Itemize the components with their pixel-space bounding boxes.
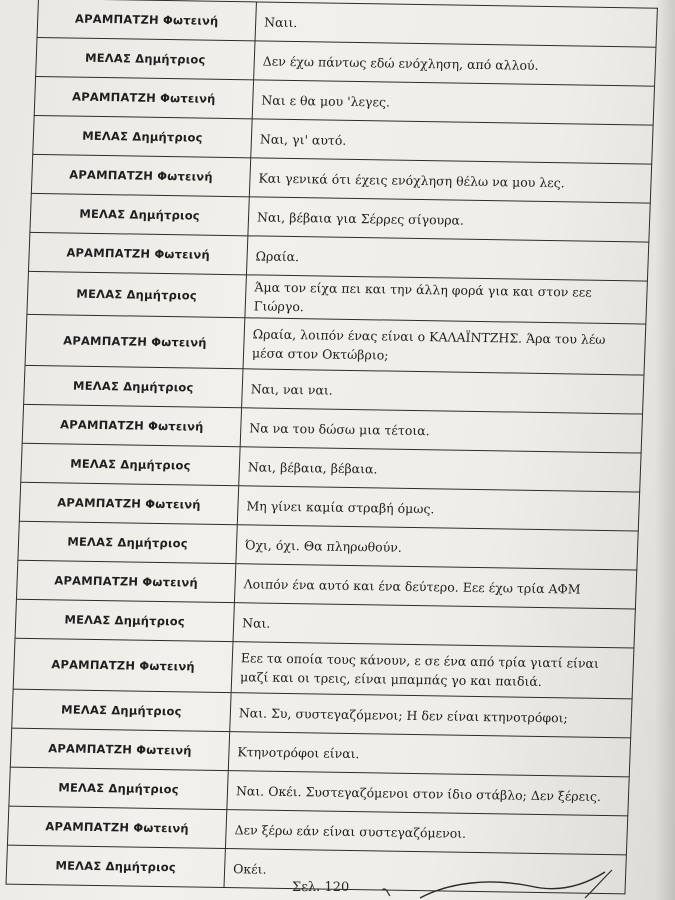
- utterance-text: Ναι, βέβαια, βέβαια.: [239, 447, 641, 492]
- speaker-name: ΑΡΑΜΠΑΤΖΗ Φωτεινή: [22, 404, 241, 446]
- speaker-name: ΑΡΑΜΠΑΤΖΗ Φωτεινή: [31, 154, 250, 196]
- speaker-name: ΑΡΑΜΠΑΤΖΗ Φωτεινή: [25, 314, 245, 368]
- utterance-text: Λοιπόν ένα αυτό και ένα δεύτερο. Εεε έχω τρία ΑΦΜ: [234, 564, 636, 609]
- utterance-text: Ναι.: [233, 603, 635, 648]
- speaker-name: ΜΕΛΑΣ Δημήτριος: [30, 193, 249, 235]
- speaker-name: ΜΕΛΑΣ Δημήτριος: [36, 37, 255, 79]
- pen-scribble-mark: [380, 868, 620, 900]
- speaker-name: ΜΕΛΑΣ Δημήτριος: [27, 271, 247, 317]
- utterance-text: Άμα τον είχα πει και την άλλη φορά για και στον εεε Γιώργο.: [245, 275, 648, 324]
- utterance-text: Ωραία, λοιπόν ένας είναι ο ΚΑΛΑΪΝΤΖΗΣ. Άρα του λέω μέσα στον Οκτώβριο;: [243, 318, 646, 375]
- utterance-text: Δεν ξέρω εάν είναι συστεγαζόμενοι.: [225, 810, 627, 855]
- speaker-name: ΜΕΛΑΣ Δημήτριος: [33, 115, 252, 157]
- utterance-text: Οκέι.: [224, 849, 626, 894]
- speaker-name: ΑΡΑΜΠΑΤΖΗ Φωτεινή: [16, 560, 235, 602]
- speaker-name: ΑΡΑΜΠΑΤΖΗ Φωτεινή: [19, 482, 238, 524]
- speaker-name: ΜΕΛΑΣ Δημήτριος: [6, 845, 225, 887]
- page-edge-shadow: [655, 0, 675, 900]
- utterance-text: Ναι, γι' αυτό.: [251, 119, 653, 164]
- speaker-name: ΑΡΑΜΠΑΤΖΗ Φωτεινή: [13, 638, 233, 692]
- utterance-text: Ναιι.: [255, 2, 657, 47]
- page-number: Σελ. 120: [292, 880, 350, 895]
- utterance-text: Κτηνοτρόφοι είναι.: [228, 732, 630, 777]
- speaker-name: ΜΕΛΑΣ Δημήτριος: [21, 443, 240, 485]
- utterance-text: Μη γίνει καμία στραβή όμως.: [237, 486, 639, 531]
- utterance-text: Δεν έχω πάντως εδώ ενόχληση, από αλλού.: [254, 41, 656, 86]
- utterance-text: Ναι. Συ, συστεγαζόμενοι; Η δεν είναι κτηνοτρόφοι;: [230, 693, 632, 738]
- utterance-text: Ναι. Οκέι. Συστεγαζόμενοι στον ίδιο στάβλο; Δεν ξέρεις.: [227, 771, 629, 816]
- utterance-text: Ναι ε θα μου 'λεγες.: [252, 80, 654, 125]
- speaker-name: ΜΕΛΑΣ Δημήτριος: [18, 521, 237, 563]
- utterance-text: Να να του δώσω μια τέτοια.: [240, 408, 642, 453]
- utterance-text: Εεε τα οποία τους κάνουν, ε σε ένα από τρία γιατί είναι μαζί και οι τρεις, είναι μπαμπάς γο και παιδιά.: [231, 642, 634, 699]
- speaker-name: ΑΡΑΜΠΑΤΖΗ Φωτεινή: [28, 232, 247, 274]
- speaker-name: ΜΕΛΑΣ Δημήτριος: [9, 767, 228, 809]
- transcript-table: [5, 0, 657, 894]
- transcript: [5, 0, 657, 894]
- utterance-text: Ωραία.: [246, 236, 648, 281]
- speaker-name: ΜΕΛΑΣ Δημήτριος: [12, 689, 231, 731]
- speaker-name: ΜΕΛΑΣ Δημήτριος: [15, 599, 234, 641]
- transcript-rows: [6, 0, 657, 894]
- utterance-text: Ναι, ναι ναι.: [242, 369, 644, 414]
- utterance-text: Και γενικά ότι έχεις ενόχληση θέλω να μου λες.: [249, 158, 651, 203]
- speaker-name: ΜΕΛΑΣ Δημήτριος: [24, 365, 243, 407]
- utterance-text: Ναι, βέβαια για Σέρρες σίγουρα.: [248, 197, 650, 242]
- speaker-name: ΑΡΑΜΠΑΤΖΗ Φωτεινή: [34, 76, 253, 118]
- speaker-name: ΑΡΑΜΠΑΤΖΗ Φωτεινή: [10, 728, 229, 770]
- utterance-text: Όχι, όχι. Θα πληρωθούν.: [236, 525, 638, 570]
- speaker-name: ΑΡΑΜΠΑΤΖΗ Φωτεινή: [7, 806, 226, 848]
- speaker-name: ΑΡΑΜΠΑΤΖΗ Φωτεινή: [37, 0, 256, 41]
